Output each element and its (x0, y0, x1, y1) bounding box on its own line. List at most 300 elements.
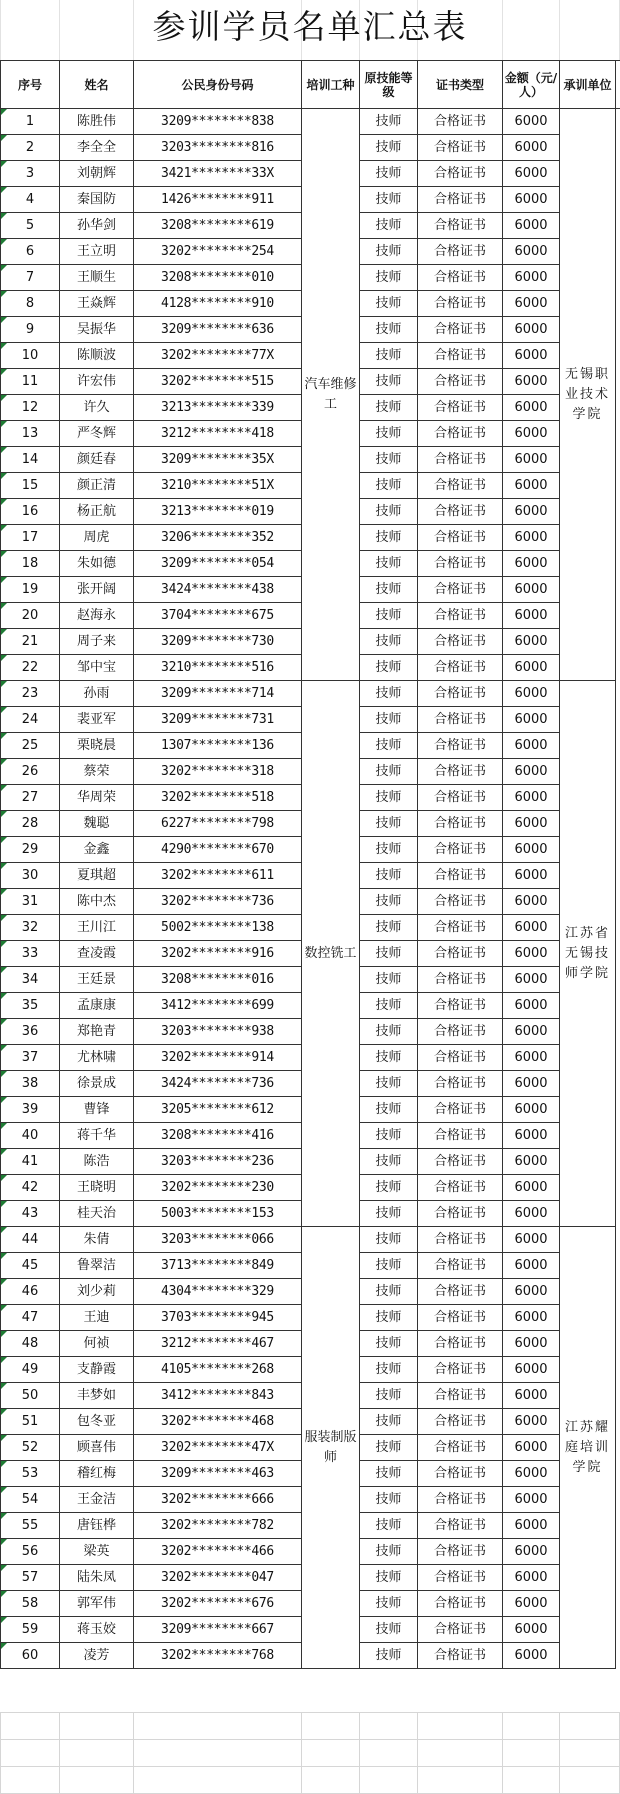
cell-level[interactable]: 技师 (360, 473, 418, 499)
cell-amount[interactable]: 6000 (503, 1305, 560, 1331)
cell-cert[interactable]: 合格证书 (418, 1097, 503, 1123)
cell-id-number[interactable]: 3213********339 (134, 395, 302, 421)
cell-cert[interactable]: 合格证书 (418, 1279, 503, 1305)
cell-id-number[interactable]: 3704********675 (134, 603, 302, 629)
cell-seq[interactable]: 40 (1, 1123, 60, 1149)
cell-cert[interactable]: 合格证书 (418, 551, 503, 577)
cell-cert[interactable]: 合格证书 (418, 473, 503, 499)
cell-seq[interactable]: 4 (1, 187, 60, 213)
cell-amount[interactable]: 6000 (503, 525, 560, 551)
cell-name[interactable]: 顾喜伟 (60, 1435, 134, 1461)
cell-level[interactable]: 技师 (360, 1097, 418, 1123)
cell-level[interactable]: 技师 (360, 551, 418, 577)
cell-seq[interactable]: 5 (1, 213, 60, 239)
cell-cert[interactable]: 合格证书 (418, 707, 503, 733)
cell-level[interactable]: 技师 (360, 1513, 418, 1539)
cell-level[interactable]: 技师 (360, 889, 418, 915)
cell-level[interactable]: 技师 (360, 1409, 418, 1435)
cell-amount[interactable]: 6000 (503, 1123, 560, 1149)
cell-id-number[interactable]: 3208********010 (134, 265, 302, 291)
cell-amount[interactable]: 6000 (503, 1175, 560, 1201)
cell-name[interactable]: 颜廷春 (60, 447, 134, 473)
cell-cert[interactable]: 合格证书 (418, 1591, 503, 1617)
cell-amount[interactable]: 6000 (503, 265, 560, 291)
cell-id-number[interactable]: 3202********230 (134, 1175, 302, 1201)
cell-cert[interactable]: 合格证书 (418, 1201, 503, 1227)
cell-level[interactable]: 技师 (360, 967, 418, 993)
cell-name[interactable]: 刘少莉 (60, 1279, 134, 1305)
cell-cert[interactable]: 合格证书 (418, 1539, 503, 1565)
cell-cert[interactable]: 合格证书 (418, 603, 503, 629)
cell-id-number[interactable]: 3202********611 (134, 863, 302, 889)
cell-amount[interactable]: 6000 (503, 1643, 560, 1669)
cell-id-number[interactable]: 3210********516 (134, 655, 302, 681)
cell-seq[interactable]: 57 (1, 1565, 60, 1591)
cell-amount[interactable]: 6000 (503, 577, 560, 603)
cell-name[interactable]: 张开阔 (60, 577, 134, 603)
cell-id-number[interactable]: 3208********619 (134, 213, 302, 239)
cell-seq[interactable]: 36 (1, 1019, 60, 1045)
cell-cert[interactable]: 合格证书 (418, 1045, 503, 1071)
cell-cert[interactable]: 合格证书 (418, 109, 503, 135)
cell-cert[interactable]: 合格证书 (418, 1513, 503, 1539)
cell-level[interactable]: 技师 (360, 1227, 418, 1253)
cell-name[interactable]: 杨正航 (60, 499, 134, 525)
cell-name[interactable]: 王顺生 (60, 265, 134, 291)
cell-name[interactable]: 蔡荣 (60, 759, 134, 785)
cell-id-number[interactable]: 3209********636 (134, 317, 302, 343)
cell-cert[interactable]: 合格证书 (418, 1435, 503, 1461)
cell-name[interactable]: 夏琪超 (60, 863, 134, 889)
cell-org-merged[interactable]: 无锡职业技术学院 (560, 109, 616, 681)
cell-id-number[interactable]: 4105********268 (134, 1357, 302, 1383)
cell-amount[interactable]: 6000 (503, 317, 560, 343)
cell-cert[interactable]: 合格证书 (418, 1123, 503, 1149)
cell-seq[interactable]: 18 (1, 551, 60, 577)
cell-id-number[interactable]: 3202********666 (134, 1487, 302, 1513)
cell-seq[interactable]: 52 (1, 1435, 60, 1461)
cell-cert[interactable]: 合格证书 (418, 1227, 503, 1253)
cell-cert[interactable]: 合格证书 (418, 967, 503, 993)
cell-level[interactable]: 技师 (360, 187, 418, 213)
cell-name[interactable]: 金鑫 (60, 837, 134, 863)
cell-level[interactable]: 技师 (360, 1045, 418, 1071)
cell-cert[interactable]: 合格证书 (418, 759, 503, 785)
cell-name[interactable]: 梁英 (60, 1539, 134, 1565)
cell-id-number[interactable]: 3703********945 (134, 1305, 302, 1331)
cell-name[interactable]: 许久 (60, 395, 134, 421)
cell-seq[interactable]: 34 (1, 967, 60, 993)
cell-cert[interactable]: 合格证书 (418, 733, 503, 759)
cell-amount[interactable]: 6000 (503, 1253, 560, 1279)
cell-name[interactable]: 孙华剑 (60, 213, 134, 239)
cell-name[interactable]: 裴亚军 (60, 707, 134, 733)
cell-trade-merged[interactable]: 汽车维修工 (302, 109, 360, 681)
cell-seq[interactable]: 54 (1, 1487, 60, 1513)
cell-id-number[interactable]: 3208********016 (134, 967, 302, 993)
cell-amount[interactable]: 6000 (503, 1539, 560, 1565)
cell-amount[interactable]: 6000 (503, 1487, 560, 1513)
cell-id-number[interactable]: 3203********816 (134, 135, 302, 161)
cell-cert[interactable]: 合格证书 (418, 889, 503, 915)
cell-name[interactable]: 刘朝辉 (60, 161, 134, 187)
cell-amount[interactable]: 6000 (503, 733, 560, 759)
header-trade[interactable]: 培训工种 (302, 61, 360, 109)
cell-name[interactable]: 蒋玉姣 (60, 1617, 134, 1643)
cell-seq[interactable]: 39 (1, 1097, 60, 1123)
cell-name[interactable]: 孟康康 (60, 993, 134, 1019)
cell-name[interactable]: 严冬辉 (60, 421, 134, 447)
cell-seq[interactable]: 16 (1, 499, 60, 525)
cell-cert[interactable]: 合格证书 (418, 499, 503, 525)
cell-id-number[interactable]: 3209********667 (134, 1617, 302, 1643)
cell-amount[interactable]: 6000 (503, 1227, 560, 1253)
cell-cert[interactable]: 合格证书 (418, 1487, 503, 1513)
cell-amount[interactable]: 6000 (503, 499, 560, 525)
cell-trade-merged[interactable]: 数控铣工 (302, 681, 360, 1227)
cell-seq[interactable]: 42 (1, 1175, 60, 1201)
cell-name[interactable]: 曹锋 (60, 1097, 134, 1123)
cell-seq[interactable]: 59 (1, 1617, 60, 1643)
cell-seq[interactable]: 12 (1, 395, 60, 421)
cell-seq[interactable]: 37 (1, 1045, 60, 1071)
cell-level[interactable]: 技师 (360, 811, 418, 837)
cell-level[interactable]: 技师 (360, 291, 418, 317)
cell-level[interactable]: 技师 (360, 1617, 418, 1643)
cell-level[interactable]: 技师 (360, 525, 418, 551)
cell-level[interactable]: 技师 (360, 1539, 418, 1565)
cell-amount[interactable]: 6000 (503, 1435, 560, 1461)
cell-id-number[interactable]: 3202********318 (134, 759, 302, 785)
cell-name[interactable]: 徐景成 (60, 1071, 134, 1097)
cell-org-merged[interactable]: 江苏省无锡技师学院 (560, 681, 616, 1227)
cell-name[interactable]: 王焱辉 (60, 291, 134, 317)
cell-name[interactable]: 陈中杰 (60, 889, 134, 915)
cell-seq[interactable]: 35 (1, 993, 60, 1019)
cell-name[interactable]: 王迪 (60, 1305, 134, 1331)
cell-level[interactable]: 技师 (360, 1331, 418, 1357)
cell-name[interactable]: 栗晓晨 (60, 733, 134, 759)
cell-amount[interactable]: 6000 (503, 161, 560, 187)
cell-seq[interactable]: 20 (1, 603, 60, 629)
cell-id-number[interactable]: 3202********736 (134, 889, 302, 915)
cell-cert[interactable]: 合格证书 (418, 447, 503, 473)
cell-id-number[interactable]: 3202********914 (134, 1045, 302, 1071)
cell-id-number[interactable]: 3213********019 (134, 499, 302, 525)
cell-level[interactable]: 技师 (360, 1279, 418, 1305)
cell-cert[interactable]: 合格证书 (418, 343, 503, 369)
cell-id-number[interactable]: 3206********352 (134, 525, 302, 551)
cell-id-number[interactable]: 3202********676 (134, 1591, 302, 1617)
cell-amount[interactable]: 6000 (503, 1071, 560, 1097)
cell-cert[interactable]: 合格证书 (418, 213, 503, 239)
cell-id-number[interactable]: 3713********849 (134, 1253, 302, 1279)
cell-name[interactable]: 稽红梅 (60, 1461, 134, 1487)
cell-id-number[interactable]: 3202********77X (134, 343, 302, 369)
cell-level[interactable]: 技师 (360, 681, 418, 707)
cell-seq[interactable]: 32 (1, 915, 60, 941)
cell-level[interactable]: 技师 (360, 629, 418, 655)
cell-level[interactable]: 技师 (360, 1487, 418, 1513)
cell-id-number[interactable]: 4304********329 (134, 1279, 302, 1305)
cell-cert[interactable]: 合格证书 (418, 915, 503, 941)
cell-cert[interactable]: 合格证书 (418, 655, 503, 681)
cell-seq[interactable]: 25 (1, 733, 60, 759)
cell-name[interactable]: 王立明 (60, 239, 134, 265)
cell-seq[interactable]: 8 (1, 291, 60, 317)
cell-id-number[interactable]: 3424********736 (134, 1071, 302, 1097)
cell-seq[interactable]: 7 (1, 265, 60, 291)
cell-level[interactable]: 技师 (360, 577, 418, 603)
cell-name[interactable]: 陈顺波 (60, 343, 134, 369)
cell-amount[interactable]: 6000 (503, 1383, 560, 1409)
cell-level[interactable]: 技师 (360, 1253, 418, 1279)
cell-amount[interactable]: 6000 (503, 213, 560, 239)
cell-seq[interactable]: 33 (1, 941, 60, 967)
cell-level[interactable]: 技师 (360, 1435, 418, 1461)
cell-cert[interactable]: 合格证书 (418, 1409, 503, 1435)
cell-name[interactable]: 周子来 (60, 629, 134, 655)
cell-seq[interactable]: 9 (1, 317, 60, 343)
cell-seq[interactable]: 31 (1, 889, 60, 915)
cell-cert[interactable]: 合格证书 (418, 291, 503, 317)
cell-name[interactable]: 鲁翠洁 (60, 1253, 134, 1279)
cell-level[interactable]: 技师 (360, 213, 418, 239)
cell-seq[interactable]: 27 (1, 785, 60, 811)
cell-id-number[interactable]: 3209********054 (134, 551, 302, 577)
cell-id-number[interactable]: 3202********254 (134, 239, 302, 265)
cell-trade-merged[interactable]: 服装制版师 (302, 1227, 360, 1669)
cell-seq[interactable]: 17 (1, 525, 60, 551)
cell-level[interactable]: 技师 (360, 447, 418, 473)
cell-name[interactable]: 郑艳青 (60, 1019, 134, 1045)
header-amount[interactable]: 金额（元/人） (503, 61, 560, 109)
cell-cert[interactable]: 合格证书 (418, 811, 503, 837)
cell-cert[interactable]: 合格证书 (418, 187, 503, 213)
cell-amount[interactable]: 6000 (503, 707, 560, 733)
cell-amount[interactable]: 6000 (503, 967, 560, 993)
cell-seq[interactable]: 23 (1, 681, 60, 707)
cell-name[interactable]: 王廷景 (60, 967, 134, 993)
cell-amount[interactable]: 6000 (503, 187, 560, 213)
cell-id-number[interactable]: 3205********612 (134, 1097, 302, 1123)
cell-id-number[interactable]: 3202********768 (134, 1643, 302, 1669)
cell-cert[interactable]: 合格证书 (418, 369, 503, 395)
cell-id-number[interactable]: 6227********798 (134, 811, 302, 837)
cell-id-number[interactable]: 3202********916 (134, 941, 302, 967)
cell-amount[interactable]: 6000 (503, 993, 560, 1019)
cell-amount[interactable]: 6000 (503, 395, 560, 421)
cell-amount[interactable]: 6000 (503, 1565, 560, 1591)
cell-seq[interactable]: 22 (1, 655, 60, 681)
cell-level[interactable]: 技师 (360, 603, 418, 629)
cell-id-number[interactable]: 3424********438 (134, 577, 302, 603)
cell-id-number[interactable]: 3212********467 (134, 1331, 302, 1357)
cell-seq[interactable]: 28 (1, 811, 60, 837)
cell-name[interactable]: 查凌霞 (60, 941, 134, 967)
cell-name[interactable]: 桂天治 (60, 1201, 134, 1227)
cell-name[interactable]: 颜正清 (60, 473, 134, 499)
cell-id-number[interactable]: 3210********51X (134, 473, 302, 499)
cell-id-number[interactable]: 3208********416 (134, 1123, 302, 1149)
cell-seq[interactable]: 21 (1, 629, 60, 655)
cell-cert[interactable]: 合格证书 (418, 785, 503, 811)
cell-cert[interactable]: 合格证书 (418, 265, 503, 291)
cell-seq[interactable]: 48 (1, 1331, 60, 1357)
cell-level[interactable]: 技师 (360, 499, 418, 525)
cell-amount[interactable]: 6000 (503, 1617, 560, 1643)
cell-name[interactable]: 蒋千华 (60, 1123, 134, 1149)
cell-name[interactable]: 华周荣 (60, 785, 134, 811)
cell-org-merged[interactable]: 江苏耀庭培训学院 (560, 1227, 616, 1669)
cell-seq[interactable]: 3 (1, 161, 60, 187)
cell-cert[interactable]: 合格证书 (418, 1071, 503, 1097)
cell-amount[interactable]: 6000 (503, 473, 560, 499)
cell-id-number[interactable]: 3412********843 (134, 1383, 302, 1409)
cell-amount[interactable]: 6000 (503, 655, 560, 681)
cell-seq[interactable]: 11 (1, 369, 60, 395)
cell-cert[interactable]: 合格证书 (418, 317, 503, 343)
cell-cert[interactable]: 合格证书 (418, 525, 503, 551)
cell-seq[interactable]: 49 (1, 1357, 60, 1383)
cell-amount[interactable]: 6000 (503, 1149, 560, 1175)
cell-seq[interactable]: 47 (1, 1305, 60, 1331)
cell-seq[interactable]: 50 (1, 1383, 60, 1409)
cell-seq[interactable]: 44 (1, 1227, 60, 1253)
cell-level[interactable]: 技师 (360, 1175, 418, 1201)
cell-level[interactable]: 技师 (360, 421, 418, 447)
cell-level[interactable]: 技师 (360, 265, 418, 291)
cell-cert[interactable]: 合格证书 (418, 1383, 503, 1409)
cell-cert[interactable]: 合格证书 (418, 1617, 503, 1643)
cell-name[interactable]: 邹中宝 (60, 655, 134, 681)
cell-level[interactable]: 技师 (360, 109, 418, 135)
cell-cert[interactable]: 合格证书 (418, 1175, 503, 1201)
cell-cert[interactable]: 合格证书 (418, 577, 503, 603)
cell-name[interactable]: 唐钰桦 (60, 1513, 134, 1539)
cell-id-number[interactable]: 3202********047 (134, 1565, 302, 1591)
cell-amount[interactable]: 6000 (503, 863, 560, 889)
cell-name[interactable]: 丰梦如 (60, 1383, 134, 1409)
cell-cert[interactable]: 合格证书 (418, 629, 503, 655)
header-seq[interactable]: 序号 (1, 61, 60, 109)
cell-id-number[interactable]: 3209********463 (134, 1461, 302, 1487)
cell-level[interactable]: 技师 (360, 941, 418, 967)
cell-id-number[interactable]: 3202********515 (134, 369, 302, 395)
cell-name[interactable]: 包冬亚 (60, 1409, 134, 1435)
cell-cert[interactable]: 合格证书 (418, 837, 503, 863)
cell-cert[interactable]: 合格证书 (418, 941, 503, 967)
cell-level[interactable]: 技师 (360, 1357, 418, 1383)
cell-level[interactable]: 技师 (360, 837, 418, 863)
cell-level[interactable]: 技师 (360, 1643, 418, 1669)
cell-seq[interactable]: 26 (1, 759, 60, 785)
cell-seq[interactable]: 58 (1, 1591, 60, 1617)
cell-amount[interactable]: 6000 (503, 941, 560, 967)
cell-level[interactable]: 技师 (360, 1201, 418, 1227)
cell-level[interactable]: 技师 (360, 1383, 418, 1409)
cell-seq[interactable]: 1 (1, 109, 60, 135)
header-name[interactable]: 姓名 (60, 61, 134, 109)
cell-level[interactable]: 技师 (360, 343, 418, 369)
cell-amount[interactable]: 6000 (503, 1045, 560, 1071)
cell-seq[interactable]: 2 (1, 135, 60, 161)
cell-id-number[interactable]: 3202********518 (134, 785, 302, 811)
cell-name[interactable]: 王晓明 (60, 1175, 134, 1201)
cell-seq[interactable]: 60 (1, 1643, 60, 1669)
cell-id-number[interactable]: 3203********236 (134, 1149, 302, 1175)
cell-id-number[interactable]: 5003********153 (134, 1201, 302, 1227)
cell-seq[interactable]: 56 (1, 1539, 60, 1565)
cell-id-number[interactable]: 3212********418 (134, 421, 302, 447)
cell-level[interactable]: 技师 (360, 317, 418, 343)
header-level[interactable]: 原技能等级 (360, 61, 418, 109)
cell-amount[interactable]: 6000 (503, 1513, 560, 1539)
cell-amount[interactable]: 6000 (503, 759, 560, 785)
cell-name[interactable]: 陆朱凤 (60, 1565, 134, 1591)
cell-amount[interactable]: 6000 (503, 889, 560, 915)
cell-id-number[interactable]: 3412********699 (134, 993, 302, 1019)
cell-level[interactable]: 技师 (360, 161, 418, 187)
cell-cert[interactable]: 合格证书 (418, 421, 503, 447)
cell-name[interactable]: 许宏伟 (60, 369, 134, 395)
header-org[interactable]: 承训单位 (560, 61, 616, 109)
cell-name[interactable]: 吴振华 (60, 317, 134, 343)
cell-amount[interactable]: 6000 (503, 1331, 560, 1357)
cell-name[interactable]: 朱倩 (60, 1227, 134, 1253)
cell-name[interactable]: 何祯 (60, 1331, 134, 1357)
cell-seq[interactable]: 43 (1, 1201, 60, 1227)
cell-level[interactable]: 技师 (360, 1461, 418, 1487)
cell-id-number[interactable]: 1426********911 (134, 187, 302, 213)
cell-cert[interactable]: 合格证书 (418, 1643, 503, 1669)
cell-seq[interactable]: 30 (1, 863, 60, 889)
cell-amount[interactable]: 6000 (503, 343, 560, 369)
cell-id-number[interactable]: 3202********468 (134, 1409, 302, 1435)
cell-cert[interactable]: 合格证书 (418, 993, 503, 1019)
cell-name[interactable]: 孙雨 (60, 681, 134, 707)
cell-amount[interactable]: 6000 (503, 1201, 560, 1227)
cell-id-number[interactable]: 3202********47X (134, 1435, 302, 1461)
cell-amount[interactable]: 6000 (503, 1461, 560, 1487)
cell-cert[interactable]: 合格证书 (418, 239, 503, 265)
cell-level[interactable]: 技师 (360, 1149, 418, 1175)
cell-id-number[interactable]: 1307********136 (134, 733, 302, 759)
cell-name[interactable]: 郭军伟 (60, 1591, 134, 1617)
cell-id-number[interactable]: 3421********33X (134, 161, 302, 187)
cell-seq[interactable]: 15 (1, 473, 60, 499)
cell-amount[interactable]: 6000 (503, 551, 560, 577)
cell-name[interactable]: 王川江 (60, 915, 134, 941)
cell-id-number[interactable]: 3209********35X (134, 447, 302, 473)
cell-amount[interactable]: 6000 (503, 447, 560, 473)
cell-cert[interactable]: 合格证书 (418, 1253, 503, 1279)
cell-id-number[interactable]: 3209********730 (134, 629, 302, 655)
cell-seq[interactable]: 6 (1, 239, 60, 265)
cell-amount[interactable]: 6000 (503, 1357, 560, 1383)
cell-name[interactable]: 支静霞 (60, 1357, 134, 1383)
cell-name[interactable]: 凌芳 (60, 1643, 134, 1669)
cell-seq[interactable]: 14 (1, 447, 60, 473)
cell-cert[interactable]: 合格证书 (418, 681, 503, 707)
cell-amount[interactable]: 6000 (503, 1409, 560, 1435)
cell-id-number[interactable]: 4290********670 (134, 837, 302, 863)
cell-level[interactable]: 技师 (360, 1071, 418, 1097)
cell-level[interactable]: 技师 (360, 655, 418, 681)
cell-name[interactable]: 赵海永 (60, 603, 134, 629)
cell-level[interactable]: 技师 (360, 135, 418, 161)
cell-id-number[interactable]: 3203********938 (134, 1019, 302, 1045)
